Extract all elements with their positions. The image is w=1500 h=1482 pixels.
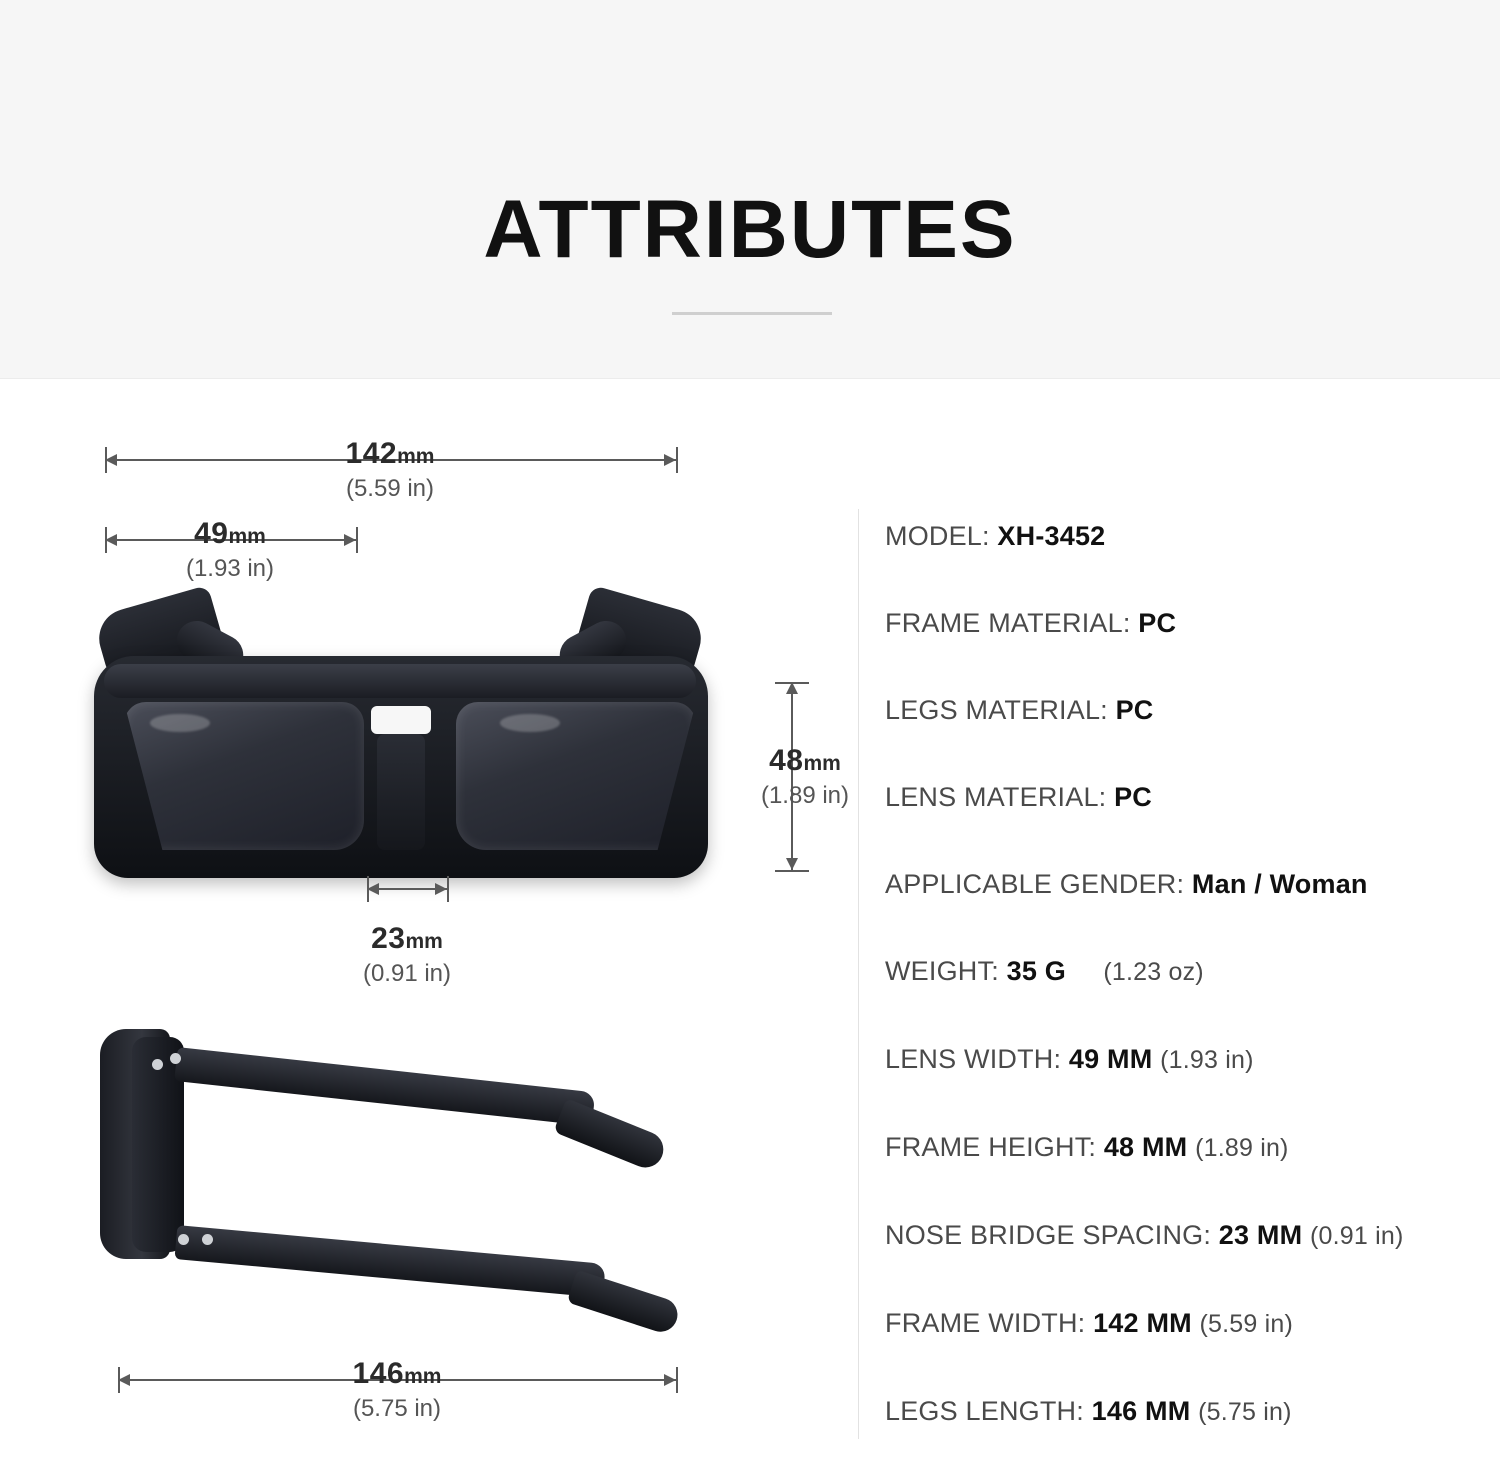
spec-extra-frame-height: (1.89 in) <box>1195 1134 1289 1162</box>
frame-height-label <box>720 744 890 810</box>
frame-height-unit: mm <box>803 752 841 775</box>
frame-height-tick-bottom <box>775 870 809 872</box>
spec-row-weight <box>885 954 1485 989</box>
hinge-screw-lower <box>178 1234 189 1245</box>
lens-left-highlight <box>150 714 210 732</box>
lens-right-highlight <box>500 714 560 732</box>
nose-bridge-tick-right <box>447 876 449 902</box>
bridge-post <box>377 734 425 850</box>
spec-row-lens-material <box>885 780 1485 814</box>
brow-bar <box>104 664 696 698</box>
legs-length-mm: 146 <box>352 1357 405 1390</box>
legs-length-tick-right <box>676 1367 678 1393</box>
hinge-screw-upper-2 <box>170 1053 181 1064</box>
frame-width-tick-right <box>676 447 678 473</box>
spec-label-weight: WEIGHT: <box>885 956 999 986</box>
spec-extra-lens-width: (1.93 in) <box>1160 1046 1254 1074</box>
nose-bridge-arrow-right <box>435 883 447 895</box>
spec-value-gender: Man / Woman <box>1191 869 1368 899</box>
spec-row-gender <box>885 867 1485 901</box>
spec-row-legs-length <box>885 1394 1485 1429</box>
spec-value-frame-height: 48 MM <box>1103 1132 1188 1162</box>
spec-value-weight: 35 G <box>1006 956 1066 986</box>
spec-value-lens-material: PC <box>1114 782 1152 812</box>
spec-label-legs-length: LEGS LENGTH: <box>885 1396 1084 1426</box>
legs-length-arrow-left <box>118 1374 130 1386</box>
bridge-opening <box>371 706 431 734</box>
nose-bridge-unit: mm <box>405 930 443 953</box>
frame-width-arrow-right <box>664 454 676 466</box>
frame-width-arrow-left <box>105 454 117 466</box>
title-underline-divider <box>672 312 832 315</box>
nose-bridge-mm: 23 <box>371 922 406 955</box>
spec-label-legs-material: LEGS MATERIAL: <box>885 695 1108 725</box>
spec-label-nose-bridge: NOSE BRIDGE SPACING: <box>885 1220 1212 1250</box>
spec-label-frame-width: FRAME WIDTH: <box>885 1308 1086 1338</box>
frame-width-label <box>240 437 540 503</box>
vertical-divider <box>858 509 859 1439</box>
spec-row-frame-height <box>885 1130 1485 1165</box>
content-area <box>0 379 1500 1439</box>
spec-row-frame-width <box>885 1306 1485 1341</box>
nose-bridge-inches: (0.91 in) <box>362 960 452 987</box>
specifications-list <box>885 519 1485 1482</box>
side-temple-lower-tip <box>567 1270 682 1336</box>
spec-value-lens-width: 49 MM <box>1068 1044 1153 1074</box>
hinge-screw-lower-2 <box>202 1234 213 1245</box>
frame-height-arrow-up <box>786 682 798 694</box>
frame-height-inches: (1.89 in) <box>760 782 850 809</box>
spec-row-frame-material <box>885 606 1485 640</box>
frame-width-unit: mm <box>397 445 435 468</box>
spec-value-nose-bridge: 23 MM <box>1218 1220 1303 1250</box>
side-temple-upper <box>174 1047 595 1126</box>
spec-value-legs-material: PC <box>1115 695 1154 725</box>
nose-bridge-label <box>287 922 527 988</box>
spec-extra-nose-bridge: (0.91 in) <box>1310 1222 1404 1250</box>
spec-row-model <box>885 519 1485 553</box>
spec-value-legs-length: 146 MM <box>1091 1396 1191 1426</box>
spec-label-frame-material: FRAME MATERIAL: <box>885 608 1131 638</box>
spec-label-frame-height: FRAME HEIGHT: <box>885 1132 1097 1162</box>
lens-width-label <box>100 517 360 583</box>
side-temple-lower <box>174 1225 605 1298</box>
spec-value-frame-width: 142 MM <box>1093 1308 1192 1338</box>
spec-label-gender: APPLICABLE GENDER: <box>885 869 1185 899</box>
page-header <box>0 0 1500 379</box>
lens-width-inches: (1.93 in) <box>185 555 275 582</box>
spec-row-legs-material <box>885 693 1485 727</box>
hinge-screw-upper <box>152 1059 163 1070</box>
spec-value-model: XH-3452 <box>997 521 1106 551</box>
side-temple-upper-tip <box>553 1098 668 1173</box>
legs-length-arrow-right <box>664 1374 676 1386</box>
page-title: ATTRIBUTES <box>483 184 1017 275</box>
spec-extra-frame-width: (5.59 in) <box>1199 1310 1294 1338</box>
nose-bridge-arrow-left <box>367 883 379 895</box>
spec-extra-legs-length: (5.75 in) <box>1198 1398 1292 1426</box>
spec-extra-weight: (1.23 oz) <box>1103 958 1204 986</box>
frame-height-mm: 48 <box>769 744 804 777</box>
lens-right <box>456 702 696 850</box>
spec-label-lens-width: LENS WIDTH: <box>885 1044 1062 1074</box>
legs-length-label <box>247 1357 547 1423</box>
legs-length-unit: mm <box>404 1365 442 1388</box>
frame-height-arrow-down <box>786 858 798 870</box>
sunglasses-front-view <box>80 594 740 894</box>
spec-row-lens-width <box>885 1042 1485 1077</box>
spec-label-model: MODEL: <box>885 521 990 551</box>
legs-length-inches: (5.75 in) <box>352 1395 442 1422</box>
frame-width-inches: (5.59 in) <box>345 475 435 502</box>
spec-label-lens-material: LENS MATERIAL: <box>885 782 1107 812</box>
lens-width-mm: 49 <box>194 517 229 550</box>
frame-width-mm: 142 <box>345 437 398 470</box>
spec-value-frame-material: PC <box>1138 608 1177 638</box>
spec-row-nose-bridge <box>885 1218 1485 1253</box>
sunglasses-side-view <box>90 1019 710 1319</box>
lens-width-unit: mm <box>228 525 266 548</box>
